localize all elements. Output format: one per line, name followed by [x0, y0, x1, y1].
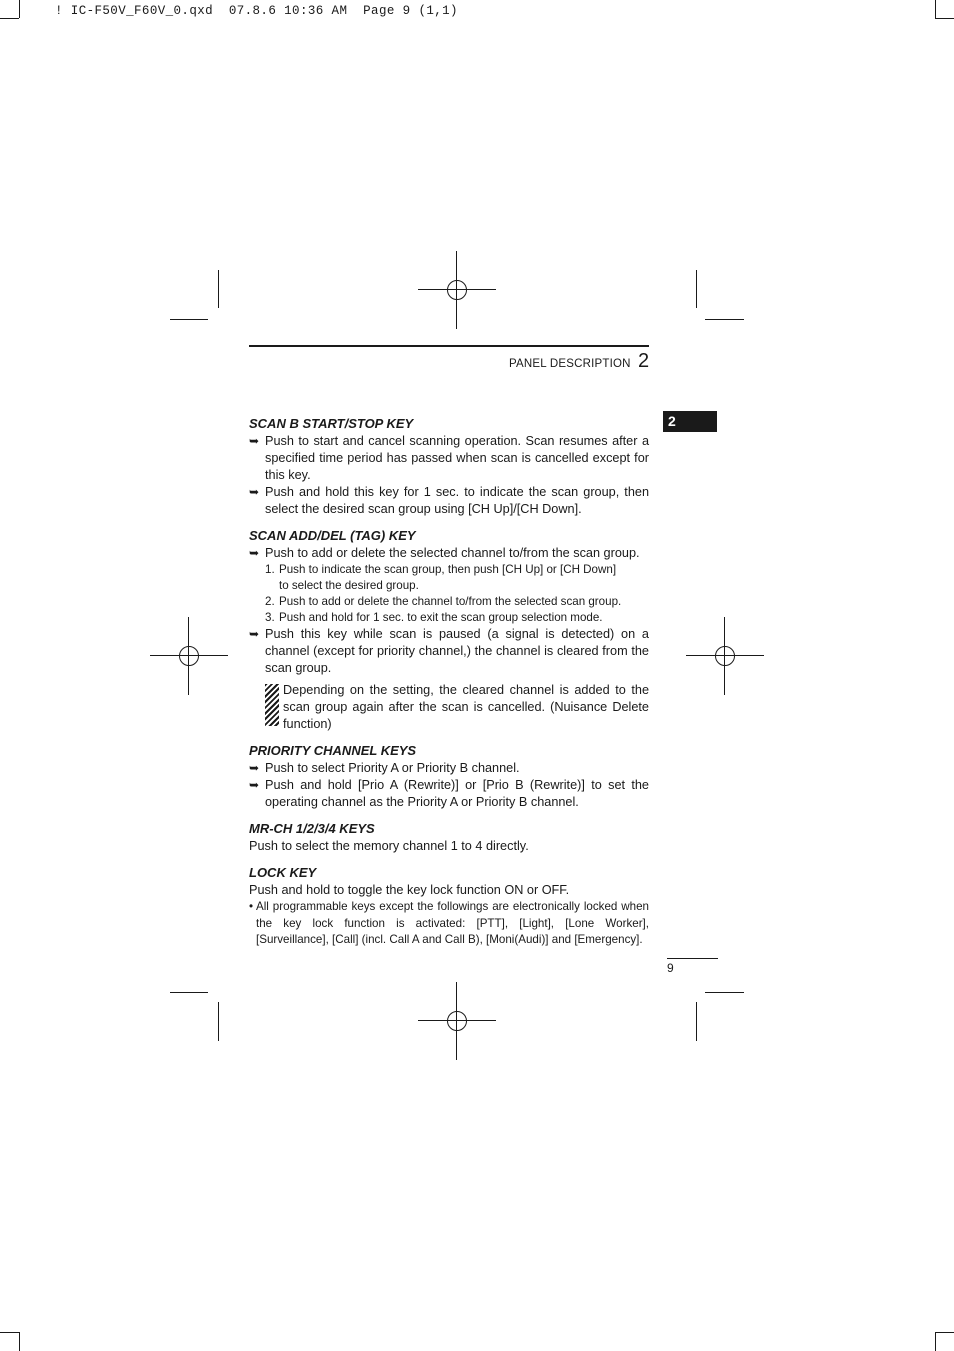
bullet-item: ➥ Push to start and cancel scanning operation. Scan resumes after a specified time period has passed when scan is cancelled except for this key. — [249, 434, 649, 482]
trim-mark — [696, 270, 697, 308]
step-item: 2. Push to add or delete the channel to/from the selected scan group. — [265, 595, 622, 608]
lock-text: Push and hold to toggle the key lock function ON or OFF. — [249, 883, 570, 897]
bullet-item: • All programmable keys except the followings are electronically locked when the key lock function is activated: [PTT], [Light], [Lone Worker], [Surveillance], [Call] (incl. Call A and Call B), [Moni(Audi)] and [Emergency]. — [249, 899, 649, 949]
header-rule — [249, 345, 649, 347]
crop-mark — [935, 1332, 954, 1333]
step-item: 3. Push and hold for 1 sec. to exit the scan group selection mode. — [265, 611, 603, 624]
bullet-item: ➥ Push to select Priority A or Priority B channel. — [249, 761, 520, 775]
trim-mark — [218, 1002, 219, 1041]
heading-priority: PRIORITY CHANNEL KEYS — [249, 743, 417, 758]
step-item: 1. Push to indicate the scan group, then push [CH Up] or [CH Down] to select the desired group. — [265, 563, 617, 592]
registration-mark-left — [150, 617, 228, 695]
arrow-bullet-icon: ➥ — [249, 485, 260, 499]
crop-mark — [0, 18, 19, 19]
section-number: 2 — [638, 350, 650, 372]
crop-mark — [19, 1332, 20, 1351]
file-slug: ! IC-F50V_F60V_0.qxd 07.8.6 10:36 AM Page 9 (1,1) — [55, 4, 458, 18]
page-number-rule — [667, 958, 718, 959]
trim-mark — [696, 1002, 697, 1041]
bullet-item: ➥ Push to add or delete the selected channel to/from the scan group. — [249, 546, 640, 560]
bullet-item: ➥ Push this key while scan is paused (a signal is detected) on a channel (except for priority channel,) the channel is cleared from the scan group. — [249, 627, 649, 675]
arrow-bullet-icon: ➥ — [249, 546, 260, 560]
registration-mark-top — [418, 251, 496, 329]
arrow-bullet-icon: ➥ — [249, 761, 260, 775]
crop-mark — [0, 1332, 19, 1333]
section-label: PANEL DESCRIPTION — [509, 358, 631, 370]
heading-lock: LOCK KEY — [249, 865, 317, 880]
registration-mark-right — [686, 617, 764, 695]
arrow-bullet-icon: ➥ — [249, 627, 260, 641]
trim-mark — [218, 270, 219, 308]
note-icon — [265, 684, 279, 726]
arrow-bullet-icon: ➥ — [249, 778, 260, 792]
main-content — [249, 415, 649, 949]
bullet-item: ➥ Push and hold [Prio A (Rewrite)] or [Prio B (Rewrite)] to set the operating channel as the Priority A or Priority B channel. — [249, 778, 649, 809]
trim-mark — [705, 319, 744, 320]
chapter-tab: 2 — [663, 411, 717, 432]
bullet-item: ➥ Push and hold this key for 1 sec. to indicate the scan group, then select the desired scan group using [CH Up]/[CH Down]. — [249, 485, 649, 516]
mr-ch-text: Push to select the memory channel 1 to 4 directly. — [249, 839, 529, 853]
arrow-bullet-icon: ➥ — [249, 434, 260, 448]
crop-mark — [935, 18, 954, 19]
heading-scan-add-del: SCAN ADD/DEL (TAG) KEY — [249, 528, 416, 543]
trim-mark — [170, 319, 208, 320]
crop-mark — [19, 0, 20, 18]
heading-scan-b: SCAN B START/STOP KEY — [249, 416, 414, 431]
note-box: Depending on the setting, the cleared channel is added to the scan group again after the scan is cancelled. (Nuisance Delete function) — [265, 682, 649, 733]
trim-mark — [170, 992, 208, 993]
crop-mark — [935, 0, 936, 18]
registration-mark-bottom — [418, 982, 496, 1060]
page-number: 9 — [667, 961, 674, 975]
heading-mr-ch: MR-CH 1/2/3/4 KEYS — [249, 821, 375, 836]
crop-mark — [935, 1332, 936, 1351]
trim-mark — [705, 992, 744, 993]
dot-bullet-icon: • — [249, 900, 254, 913]
